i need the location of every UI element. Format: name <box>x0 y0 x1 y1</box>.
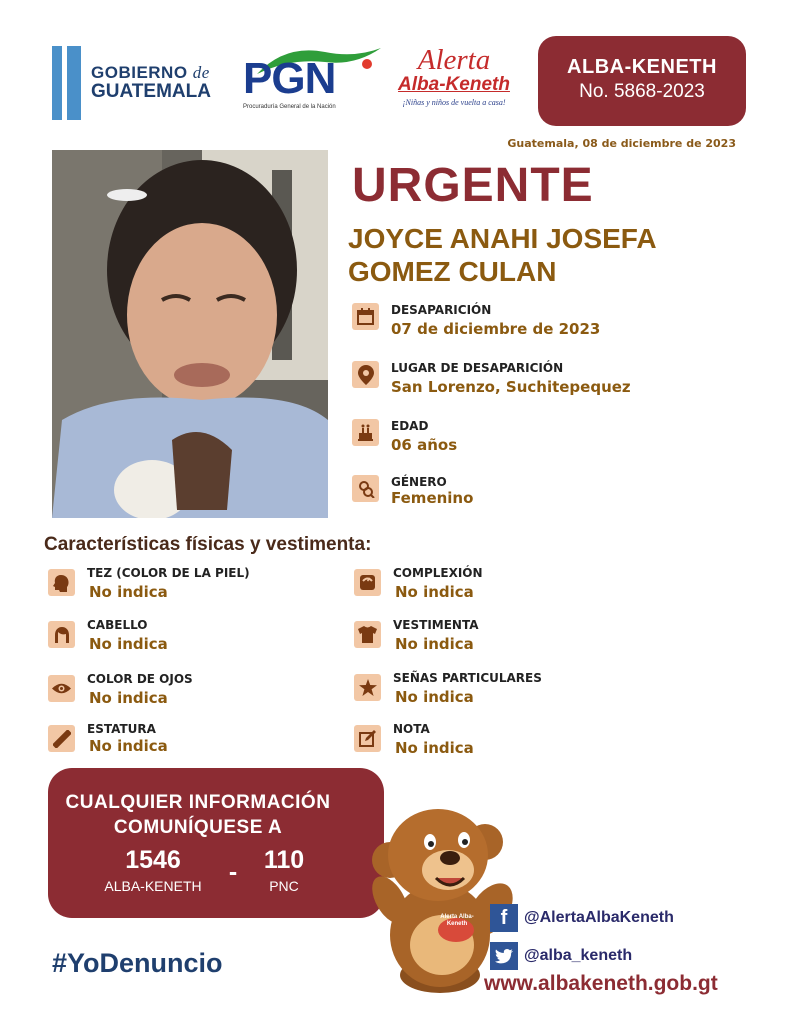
website-link[interactable]: www.albakeneth.gob.gt <box>484 972 718 995</box>
case-number: No. 5868-2023 <box>579 81 705 102</box>
twitter-icon <box>490 942 518 970</box>
issue-date: Guatemala, 08 de diciembre de 2023 <box>507 137 736 150</box>
case-number-badge <box>538 36 746 126</box>
birthday-cake-icon <box>352 419 379 446</box>
star-icon <box>354 674 381 701</box>
pgn-logo <box>235 40 385 120</box>
note-edit-icon <box>354 725 381 752</box>
char-value: No indica <box>395 688 474 706</box>
shirt-icon <box>354 621 381 648</box>
char-value: No indica <box>89 737 168 755</box>
urgent-heading: URGENTE <box>352 159 594 212</box>
head-profile-icon <box>48 569 75 596</box>
case-title: ALBA-KENETH <box>567 56 717 78</box>
char-label: COMPLEXIÓN <box>393 566 483 580</box>
detail-edad <box>352 419 457 456</box>
gobierno-bars-icon <box>52 46 81 120</box>
detail-label: EDAD <box>391 419 429 433</box>
twitter-link[interactable] <box>490 942 632 970</box>
contact-heading-line2: COMUNÍQUESE A <box>113 817 283 838</box>
gobierno-line1: GOBIERNO <box>91 63 188 83</box>
scale-icon <box>354 569 381 596</box>
char-value: No indica <box>395 583 474 601</box>
char-label: NOTA <box>393 722 430 736</box>
detail-value: 06 años <box>391 436 458 454</box>
facebook-handle: @AlertaAlbaKeneth <box>524 909 674 926</box>
name-line-1: JOYCE ANAHI JOSEFA <box>348 223 657 254</box>
phone-pnc-label: PNC <box>269 878 299 894</box>
pgn-subtitle: Procuraduría General de la Nación <box>243 104 336 110</box>
location-pin-icon <box>352 361 379 388</box>
alerta-word: Alerta <box>417 44 491 76</box>
missing-child-photo <box>52 150 328 518</box>
contact-heading <box>48 790 348 840</box>
detail-desaparicion <box>352 303 600 340</box>
gobierno-de: de <box>192 63 210 83</box>
twitter-handle: @alba_keneth <box>524 947 633 964</box>
char-label: VESTIMENTA <box>393 618 479 632</box>
char-label: SEÑAS PARTICULARES <box>393 671 542 685</box>
hair-icon <box>48 621 75 648</box>
detail-value: 07 de diciembre de 2023 <box>391 320 601 338</box>
facebook-icon: f <box>490 904 518 932</box>
phone-separator: - <box>228 858 238 886</box>
char-label: ESTATURA <box>87 722 156 736</box>
char-value: No indica <box>89 583 168 601</box>
calendar-icon <box>352 303 379 330</box>
detail-label: GÉNERO <box>391 475 447 489</box>
char-nota <box>354 722 474 759</box>
alerta-slogan: ¡Niñas y niños de vuelta a casa! <box>402 97 506 107</box>
char-value: No indica <box>395 635 474 653</box>
ruler-icon <box>48 725 75 752</box>
char-value: No indica <box>395 739 474 757</box>
alerta-alba-keneth-logo <box>388 46 520 107</box>
name-line-2: GOMEZ CULAN <box>348 256 557 287</box>
char-senas <box>354 671 542 708</box>
detail-lugar <box>352 361 631 398</box>
phone-pnc[interactable]: 110 <box>263 846 305 874</box>
char-label: CABELLO <box>87 618 148 632</box>
contact-box <box>48 768 384 918</box>
hashtag: #YoDenuncio <box>52 948 223 978</box>
contact-heading-line1: CUALQUIER INFORMACIÓN <box>65 792 331 813</box>
char-color-ojos <box>48 672 193 709</box>
char-value: No indica <box>89 635 168 653</box>
detail-label: LUGAR DE DESAPARICIÓN <box>391 361 564 375</box>
characteristics-title: Características físicas y vestimenta: <box>44 534 372 555</box>
alba-keneth-word: Alba-Keneth <box>398 74 510 95</box>
char-cabello <box>48 618 168 655</box>
gender-icon <box>352 475 379 502</box>
eye-icon <box>48 675 75 702</box>
detail-value: San Lorenzo, Suchitepequez <box>391 378 631 396</box>
char-tez <box>48 566 250 603</box>
phone-alba-keneth[interactable]: 1546 <box>125 846 181 874</box>
char-label: COLOR DE OJOS <box>87 672 193 686</box>
char-estatura <box>48 722 168 756</box>
char-label: TEZ (COLOR DE LA PIEL) <box>87 566 250 580</box>
missing-person-name <box>348 222 657 288</box>
char-value: No indica <box>89 689 168 707</box>
bear-badge: Alerta Alba-Keneth <box>440 914 474 927</box>
facebook-link[interactable] <box>490 904 674 932</box>
pgn-wordmark: PGN <box>243 54 336 103</box>
char-complexion <box>354 566 483 603</box>
gobierno-guatemala-logo <box>52 46 211 120</box>
detail-label: DESAPARICIÓN <box>391 303 492 317</box>
phone-alba-keneth-label: ALBA-KENETH <box>104 878 202 894</box>
gobierno-line2: GUATEMALA <box>91 80 211 102</box>
detail-genero <box>352 475 473 507</box>
char-vestimenta <box>354 618 479 655</box>
detail-value: Femenino <box>391 489 474 507</box>
